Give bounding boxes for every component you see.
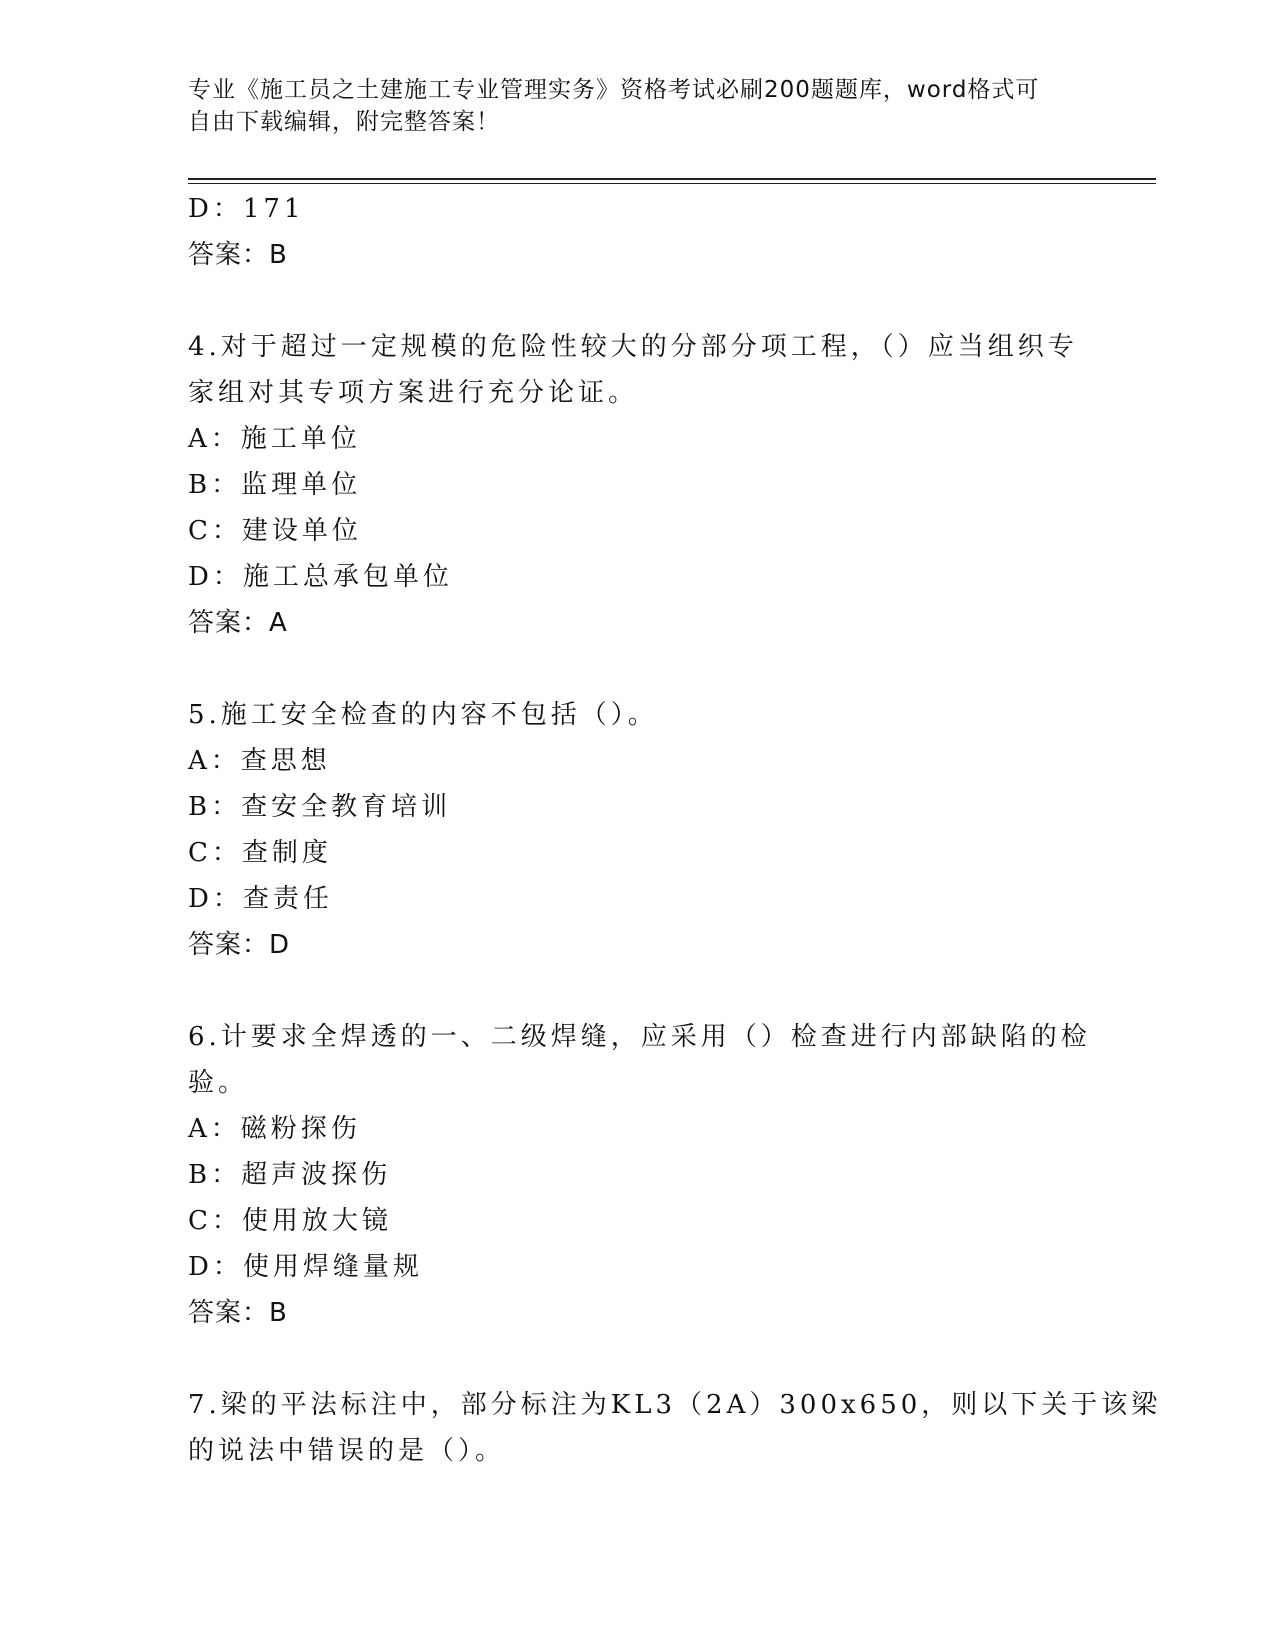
question-7 xyxy=(188,1382,1162,1474)
option-a: A：施工单位 xyxy=(188,424,361,454)
option-a: A：磁粉探伤 xyxy=(188,1114,361,1144)
question-stem: 6.计要求全焊透的一、二级焊缝，应采用（）检查进行内部缺陷的检 xyxy=(188,1022,1091,1052)
header-divider-thick xyxy=(188,178,1156,180)
question-stem-continued: 的说法中错误的是（）。 xyxy=(188,1436,506,1466)
answer: 答案：D xyxy=(188,930,291,960)
question-stem-continued: 家组对其专项方案进行充分论证。 xyxy=(188,378,639,408)
prev-question-answer: 答案：B xyxy=(188,240,288,270)
spacer xyxy=(188,968,1088,1014)
header-title-line-2: 自由下载编辑，附完整答案！ xyxy=(188,109,500,135)
option-c: C：使用放大镜 xyxy=(188,1206,392,1236)
prev-question-option-d: D：171 xyxy=(188,194,305,224)
spacer xyxy=(188,646,1088,692)
question-stem: 7.梁的平法标注中，部分标注为KL3（2A）300x650，则以下关于该梁 xyxy=(188,1390,1162,1420)
spacer xyxy=(188,1336,1088,1382)
question-stem: 5.施工安全检查的内容不包括（）。 xyxy=(188,700,658,730)
question-5 xyxy=(188,692,1088,968)
option-a: A：查思想 xyxy=(188,746,331,776)
page-header xyxy=(188,74,1068,138)
question-list xyxy=(188,186,1162,1474)
question-4 xyxy=(188,324,1088,646)
question-stem: 4.对于超过一定规模的危险性较大的分部分项工程，（）应当组织专 xyxy=(188,332,1078,362)
option-d: D：查责任 xyxy=(188,884,333,914)
option-c: C：查制度 xyxy=(188,838,332,868)
option-d: D：使用焊缝量规 xyxy=(188,1252,423,1282)
question-6 xyxy=(188,1014,1091,1336)
option-b: B：查安全教育培训 xyxy=(188,792,452,822)
question-stem-continued: 验。 xyxy=(188,1068,249,1098)
header-divider-thin xyxy=(188,183,1156,184)
answer: 答案：A xyxy=(188,608,288,638)
option-c: C：建设单位 xyxy=(188,516,362,546)
header-title-line-1: 专业《施工员之土建施工专业管理实务》资格考试必刷200题题库，word格式可 xyxy=(188,77,1040,103)
option-b: B：监理单位 xyxy=(188,470,362,500)
spacer xyxy=(188,278,1088,324)
option-b: B：超声波探伤 xyxy=(188,1160,392,1190)
option-d: D：施工总承包单位 xyxy=(188,562,453,592)
answer: 答案：B xyxy=(188,1298,288,1328)
